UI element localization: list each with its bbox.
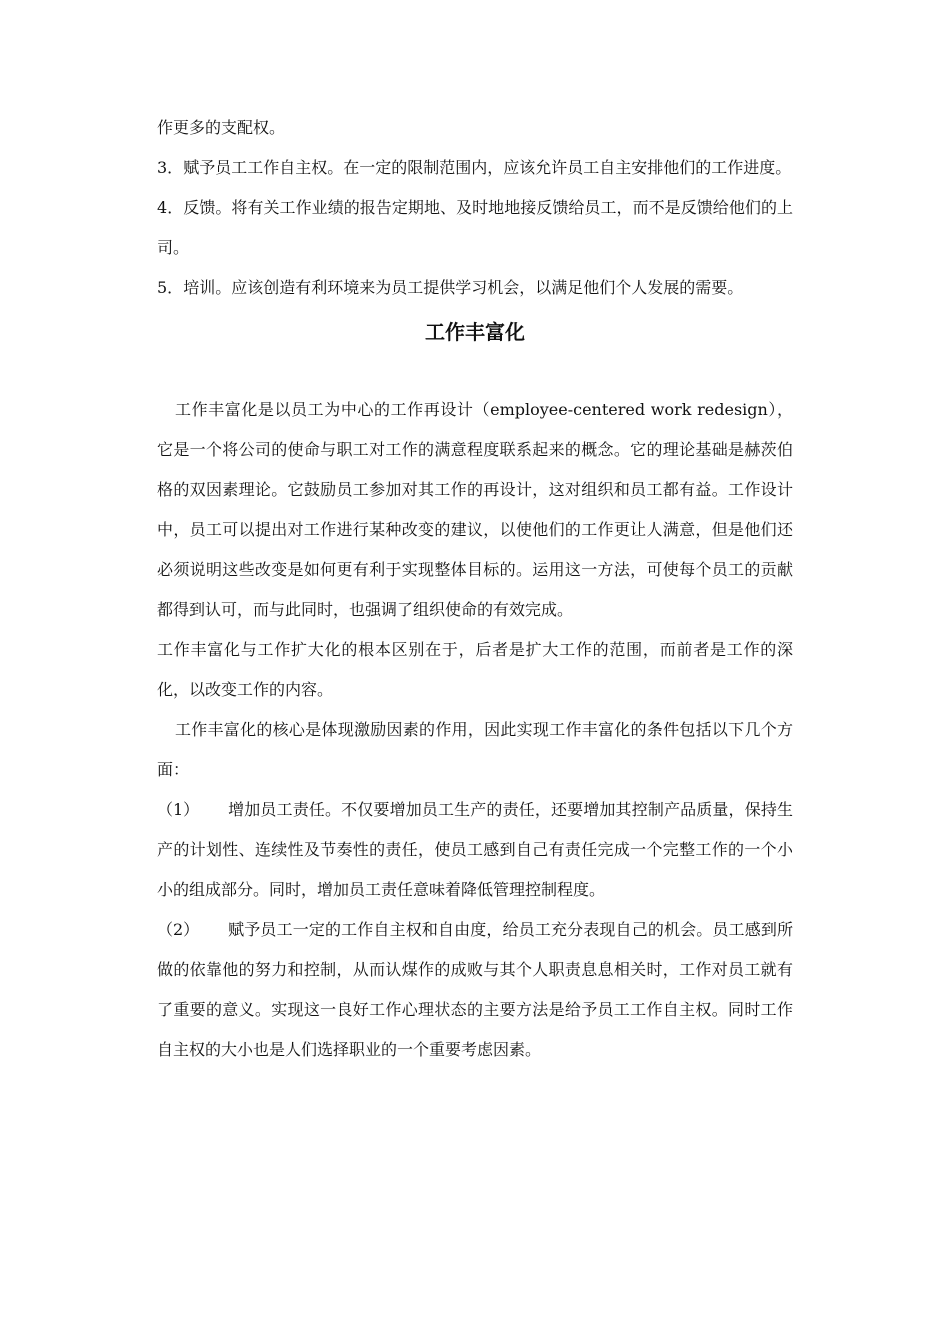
continuation-line: 作更多的支配权。 [157, 118, 286, 137]
list-item-5 [157, 268, 793, 308]
core-paragraph: 工作丰富化的核心是体现激励因素的作用，因此实现工作丰富化的条件包括以下几个方面： [157, 720, 793, 779]
list-text: 反馈。将有关工作业绩的报告定期地、及时地地接反馈给员工，而不是反馈给他们的上司。 [157, 198, 793, 257]
condition-text: 增加员工责任。不仅要增加员工生产的责任，还要增加其控制产品质量，保持生产的计划性、连续性及节奏性的责任，使员工感到自己有责任完成一个完整工作的一个小小的组成部分。同时，增加员工责任意味着降低管理控制程度。 [157, 800, 793, 899]
list-text: 培训。应该创造有利环境来为员工提供学习机会，以满足他们个人发展的需要。 [183, 278, 744, 297]
list-number: 4． [157, 198, 184, 217]
list-item-3 [157, 148, 793, 188]
condition-item-1 [157, 790, 793, 910]
list-text: 赋予员工工作自主权。在一定的限制范围内，应该允许员工自主安排他们的工作进度。 [183, 158, 792, 177]
list-item-4 [157, 188, 793, 268]
document-body [157, 108, 793, 1070]
list-number: 5． [157, 278, 184, 297]
list-number: 3． [157, 158, 184, 177]
condition-number: （1） [157, 800, 200, 819]
intro-paragraph: 工作丰富化是以员工为中心的工作再设计（employee-centered work redesign），它是一个将公司的使命与职工对工作的满意程度联系起来的概念。它的理论基础是赫茨伯格的双因素理论。它鼓励员工参加对其工作的再设计，这对组织和员工都有益。工作设计中，员工可以提出对工作进行某种改变的建议，以使他们的工作更让人满意，但是他们还必须说明这些改变是如何更有利于实现整体目标的。运用这一方法，可使每个员工的贡献都得到认可，而与此同时，也强调了组织使命的有效完成。 [157, 400, 793, 619]
condition-item-2 [157, 910, 793, 1070]
difference-paragraph: 工作丰富化与工作扩大化的根本区别在于，后者是扩大工作的范围，而前者是工作的深化，以改变工作的内容。 [157, 640, 793, 699]
condition-number: （2） [157, 920, 200, 939]
condition-text: 赋予员工一定的工作自主权和自由度，给员工充分表现自己的机会。员工感到所做的依靠他的努力和控制，从而认煤作的成败与其个人职责息息相关时，工作对员工就有了重要的意义。实现这一良好工作心理状态的主要方法是给予员工工作自主权。同时工作自主权的大小也是人们选择职业的一个重要考虑因素。 [157, 920, 793, 1059]
section-heading: 工作丰富化 [425, 320, 525, 344]
